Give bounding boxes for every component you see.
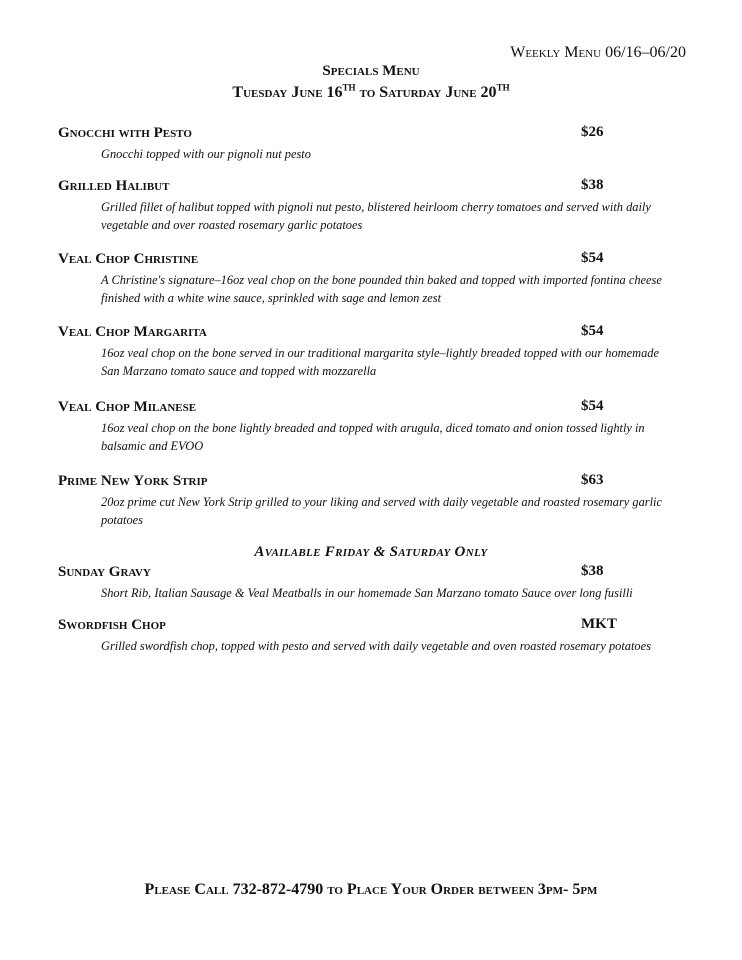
date-range-end: to Saturday June 20: [355, 84, 497, 101]
menu-item: [58, 398, 678, 455]
menu-item-price: $26: [581, 124, 604, 140]
menu-item-description: 20oz prime cut New York Strip grilled to your liking and served with daily vegetable and roasted rosemary garlic potatoes: [101, 495, 662, 527]
menu-item-price: $54: [581, 323, 604, 339]
menu-item: [58, 472, 678, 529]
date-range-start-suffix: TH: [342, 82, 356, 93]
menu-item-header: [58, 472, 678, 492]
menu-item-description: 16oz veal chop on the bone served in our traditional margarita style–lightly breaded topped with our homemade San Marzano tomato sauce and topped with mozzarella: [101, 346, 659, 378]
menu-item-header: [58, 616, 678, 636]
menu-item-header: [58, 398, 678, 418]
date-range: [0, 84, 742, 102]
menu-item-name: Veal Chop Christine: [58, 251, 199, 267]
menu-item: [58, 250, 678, 307]
menu-item-price: MKT: [581, 616, 617, 632]
menu-item-header: [58, 323, 678, 343]
menu-item-description: 16oz veal chop on the bone lightly breaded and topped with arugula, diced tomato and onion tossed lightly in balsamic and EVOO: [101, 421, 645, 453]
menu-item-price: $54: [581, 398, 604, 414]
menu-item-name: Prime New York Strip: [58, 473, 208, 489]
menu-item: [58, 563, 678, 602]
menu-item: [58, 177, 678, 234]
menu-item-header: [58, 124, 678, 144]
menu-item-description: Short Rib, Italian Sausage & Veal Meatballs in our homemade San Marzano tomato Sauce over long fusilli: [101, 586, 633, 600]
menu-item-price: $54: [581, 250, 604, 266]
menu-item-price: $38: [581, 177, 604, 193]
menu-item-description: Grilled fillet of halibut topped with pignoli nut pesto, blistered heirloom cherry tomatoes and served with daily vegetable and over roasted rosemary garlic potatoes: [101, 200, 651, 232]
menu-item-description: A Christine's signature–16oz veal chop on the bone pounded thin baked and topped with imported fontina cheese finished with a white wine sauce, sprinkled with sage and lemon zest: [101, 273, 662, 305]
menu-item-price: $38: [581, 563, 604, 579]
menu-item-name: Veal Chop Milanese: [58, 399, 197, 415]
menu-item-name: Swordfish Chop: [58, 617, 166, 633]
menu-item-description: Grilled swordfish chop, topped with pesto and served with daily vegetable and oven roasted rosemary potatoes: [101, 639, 651, 653]
date-range-end-suffix: TH: [496, 82, 510, 93]
menu-item-name: Gnocchi with Pesto: [58, 125, 192, 141]
menu-item-header: [58, 563, 678, 583]
order-call-footer: Please Call 732-872-4790 to Place Your Order between 3pm- 5pm: [144, 881, 598, 898]
menu-item-header: [58, 250, 678, 270]
weekend-section-heading: Available Friday & Saturday Only: [254, 544, 488, 560]
date-range-start: Tuesday June 16: [232, 84, 343, 101]
menu-item-price: $63: [581, 472, 604, 488]
weekly-menu-label: Weekly Menu 06/16–06/20: [510, 44, 686, 61]
menu-item-description: Gnocchi topped with our pignoli nut pesto: [101, 147, 311, 161]
menu-item-header: [58, 177, 678, 197]
page-title: Specials Menu: [322, 63, 420, 79]
menu-item: [58, 124, 678, 163]
menu-item-name: Sunday Gravy: [58, 564, 151, 580]
menu-item-name: Grilled Halibut: [58, 178, 170, 194]
menu-item: [58, 616, 678, 655]
menu-item-name: Veal Chop Margarita: [58, 324, 207, 340]
menu-item: [58, 323, 678, 380]
